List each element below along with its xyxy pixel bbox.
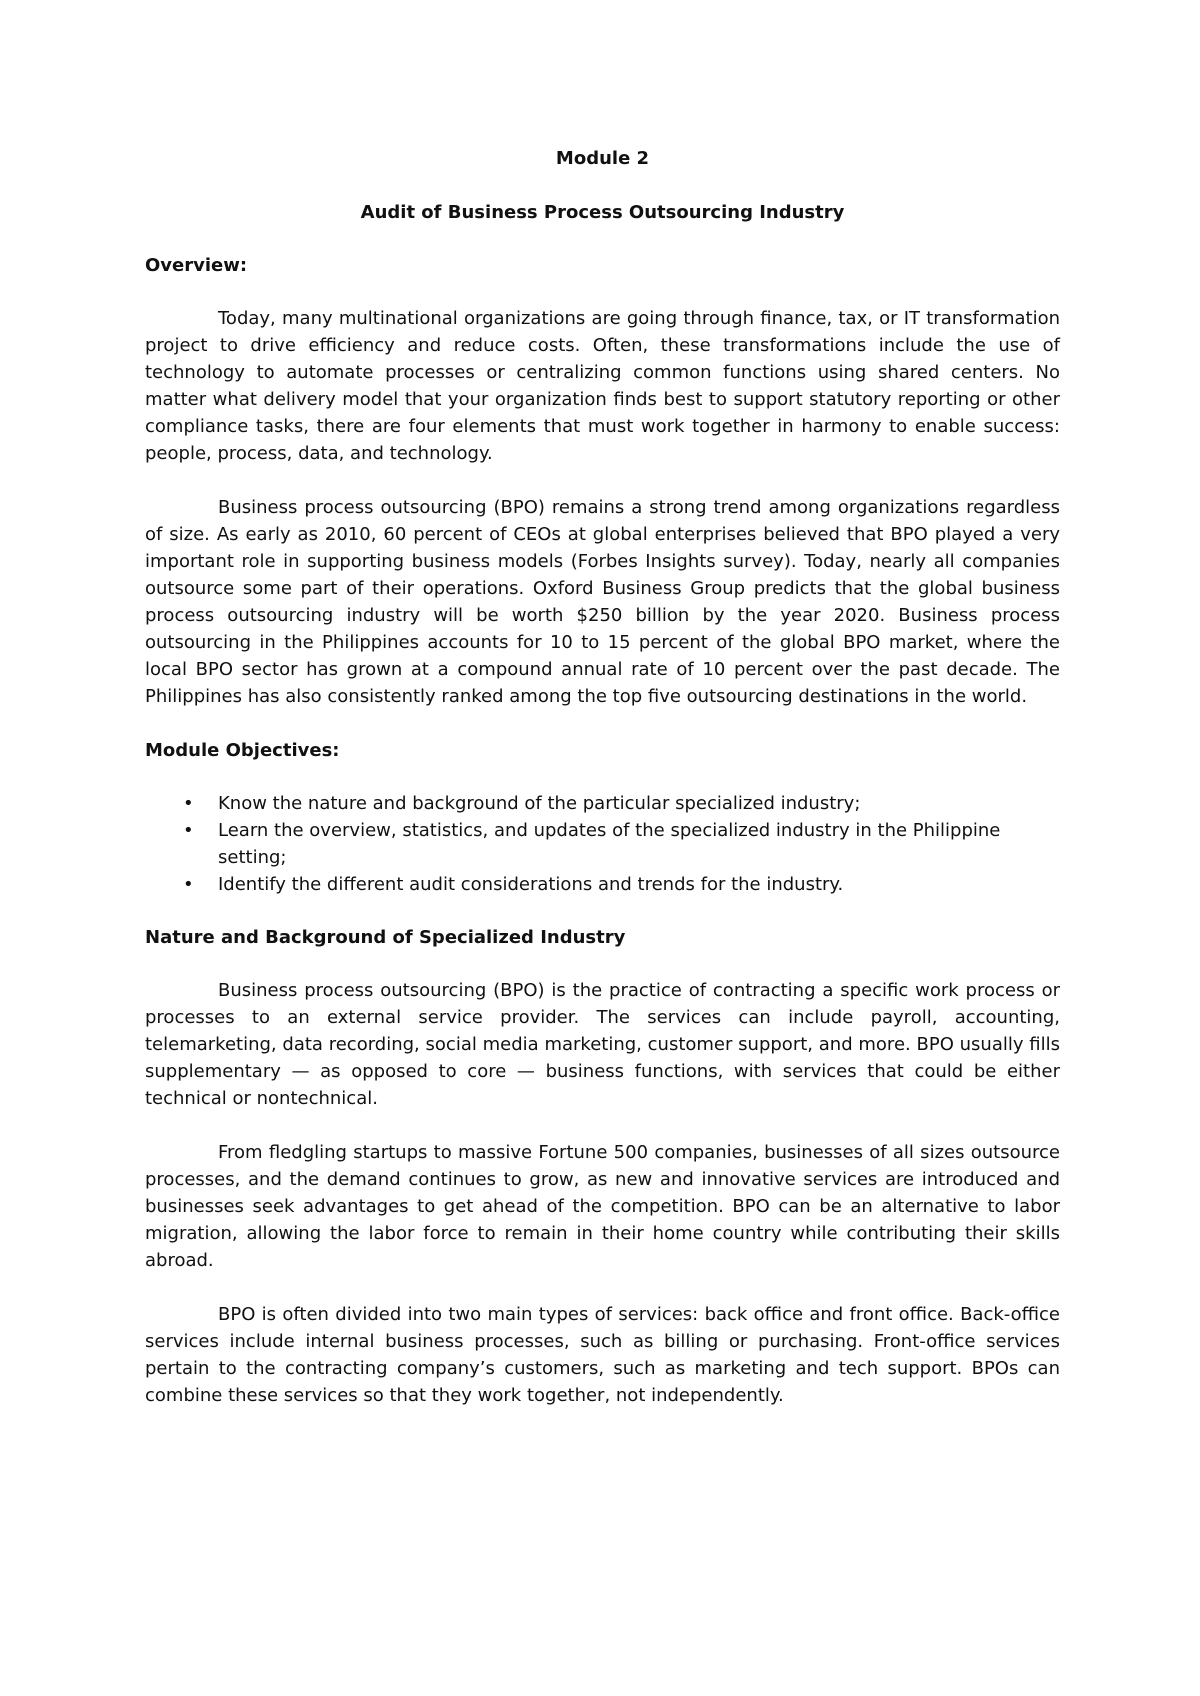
bullet-icon: • (183, 874, 194, 895)
objectives-heading: Module Objectives: (145, 740, 340, 761)
document-content (145, 145, 1060, 1436)
module-title: Module 2 (555, 148, 650, 169)
nature-paragraph-2: From fledgling startups to massive Fortune 500 companies, businesses of all sizes outsource processes, and the demand continues to grow, as new and innovative services are introduced and businesses seek advantages to get ahead of the competition. BPO can be an alternative to labor migration, allowing the labor force to remain in their home country while contributing their skills abroad. (145, 1142, 1060, 1271)
nature-paragraph-3: BPO is often divided into two main types of services: back office and front office. Back-office services include internal business processes, such as billing or purchasing. Front-office services pertain to the contracting company’s customers, such as marketing and tech support. BPOs can combine these services so that they work together, not independently. (145, 1304, 1060, 1406)
list-item (145, 817, 1060, 871)
overview-heading: Overview: (145, 255, 248, 276)
objective-text-3: Identify the different audit considerations and trends for the industry. (218, 874, 844, 895)
objectives-list (145, 790, 1060, 898)
overview-paragraph-2: Business process outsourcing (BPO) remains a strong trend among organizations regardless of size. As early as 2010, 60 percent of CEOs at global enterprises believed that BPO played a very important role in supporting business models (Forbes Insights survey). Today, nearly all companies outsource some part of their operations. Oxford Business Group predicts that the global business process outsourcing industry will be worth $250 billion by the year 2020. Business process outsourcing in the Philippines accounts for 10 to 15 percent of the global BPO market, where the local BPO sector has grown at a compound annual rate of 10 percent over the past decade. The Philippines has also consistently ranked among the top five outsourcing destinations in the world. (145, 497, 1060, 707)
bullet-icon: • (183, 820, 194, 841)
overview-paragraph-1: Today, many multinational organizations are going through finance, tax, or IT transformation project to drive efficiency and reduce costs. Often, these transformations include the use of technology to automate processes or centralizing common functions using shared centers. No matter what delivery model that your organization finds best to support statutory reporting or other compliance tasks, there are four elements that must work together in harmony to enable success: people, process, data, and technology. (145, 308, 1060, 464)
objective-text-1: Know the nature and background of the particular specialized industry; (218, 793, 861, 814)
list-item (145, 871, 1060, 898)
module-subtitle: Audit of Business Process Outsourcing Industry (360, 202, 845, 223)
list-item (145, 790, 1060, 817)
nature-paragraph-1: Business process outsourcing (BPO) is the practice of contracting a specific work process or processes to an external service provider. The services can include payroll, accounting, telemarketing, data recording, social media marketing, customer support, and more. BPO usually fills supplementary — as opposed to core — business functions, with services that could be either technical or nontechnical. (145, 980, 1060, 1109)
bullet-icon: • (183, 793, 194, 814)
nature-heading: Nature and Background of Specialized Industry (145, 927, 626, 948)
objective-text-2: Learn the overview, statistics, and updates of the specialized industry in the Philippine setting; (218, 820, 1001, 868)
